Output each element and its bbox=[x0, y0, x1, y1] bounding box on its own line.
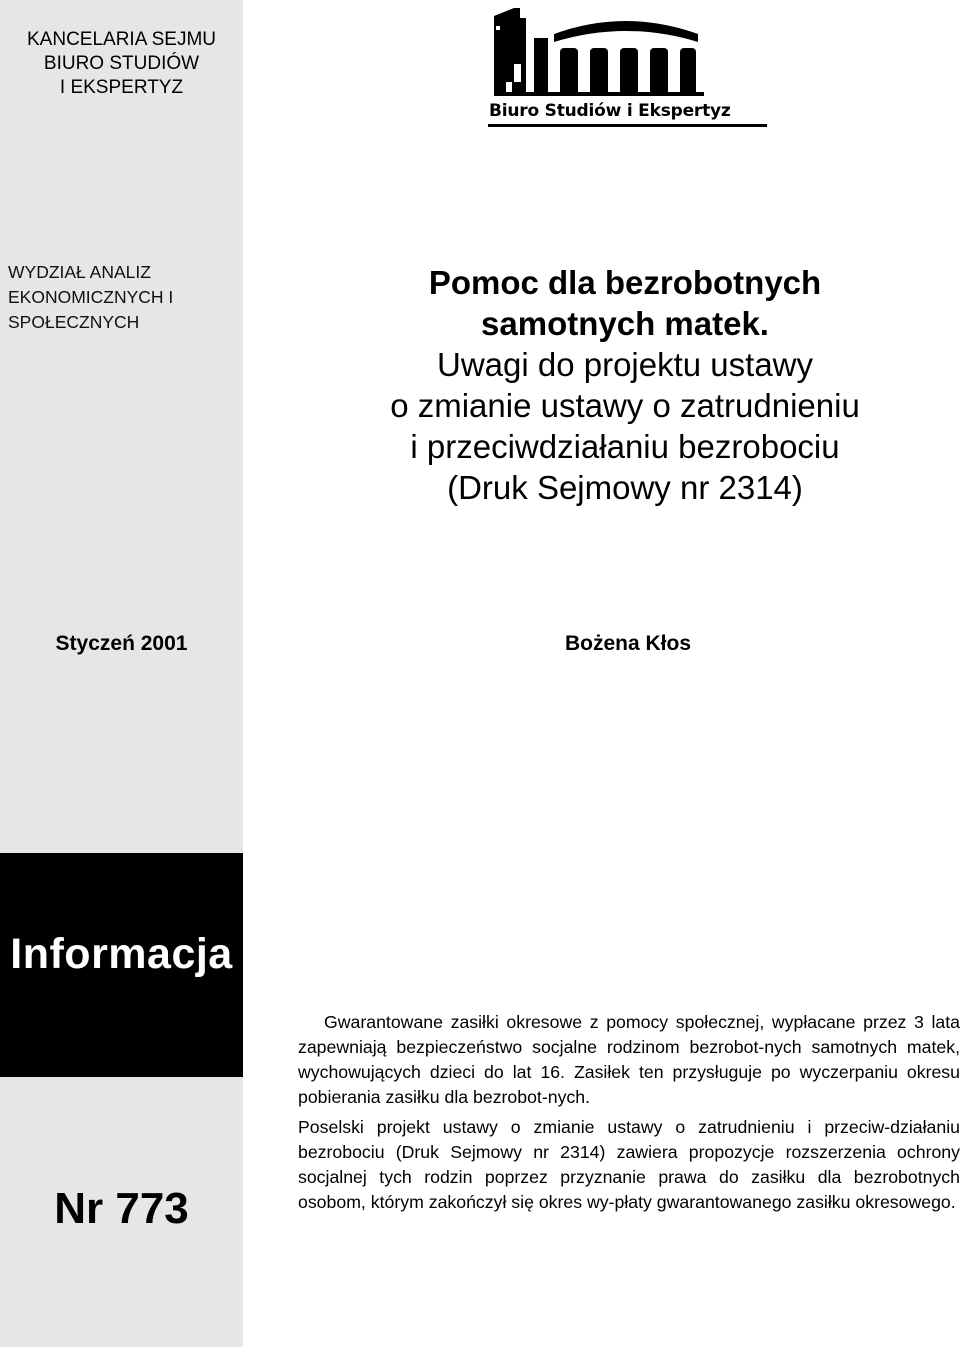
abstract bbox=[298, 1010, 960, 1220]
institution-line: KANCELARIA SEJMU bbox=[27, 29, 216, 50]
sidebar bbox=[0, 0, 243, 1347]
publication-date: Styczeń 2001 bbox=[55, 632, 188, 655]
department-name bbox=[8, 260, 238, 335]
document-number: Nr 773 bbox=[54, 1184, 189, 1233]
author-name: Bożena Kłos bbox=[564, 632, 692, 655]
logo-underline bbox=[488, 124, 767, 127]
institution-line: BIURO STUDIÓW bbox=[43, 53, 200, 74]
abstract-paragraph: Gwarantowane zasiłki okresowe z pomocy społecznej, wypłacane przez 3 lata zapewniają bezpieczeństwo socjalne rodzinom bezrobot-nych samotnych matek, wychowujących dzieci do lat 16. Zasiłek ten przysługuje po wyczerpaniu okresu pobierania zasiłku dla bezrobot-nych. bbox=[298, 1012, 960, 1107]
title-line: o zmianie ustawy o zatrudnieniu bbox=[390, 387, 860, 424]
title-line: samotnych matek. bbox=[481, 305, 769, 342]
title-line: Pomoc dla bezrobotnych bbox=[428, 264, 822, 301]
document-type-label: Informacja bbox=[10, 930, 233, 978]
title-line: i przeciwdziałaniu bezrobociu bbox=[410, 428, 840, 465]
institution-line: I EKSPERTYZ bbox=[59, 77, 184, 98]
department-line: EKONOMICZNYCH I bbox=[8, 287, 174, 307]
title-line: (Druk Sejmowy nr 2314) bbox=[447, 469, 803, 506]
logo-caption: Biuro Studiów i Ekspertyz bbox=[489, 101, 731, 121]
title-line: Uwagi do projektu ustawy bbox=[436, 346, 814, 383]
department-line: SPOŁECZNYCH bbox=[8, 312, 140, 332]
document-title bbox=[300, 262, 950, 508]
department-line: WYDZIAŁ ANALIZ bbox=[8, 262, 151, 282]
abstract-paragraph: Poselski projekt ustawy o zmianie ustawy o zatrudnieniu i przeciw-działaniu bezrobociu (Druk Sejmowy nr 2314) zawiera propozycje rozszerzenia ochrony socjalnej tych rodzin poprzez przyznanie prawa do zasiłku dla bezrobotnych osobom, którym zakończył się okres wy-płaty gwarantowanego zasiłku okresowego. bbox=[298, 1117, 960, 1212]
institution-name bbox=[0, 28, 243, 100]
